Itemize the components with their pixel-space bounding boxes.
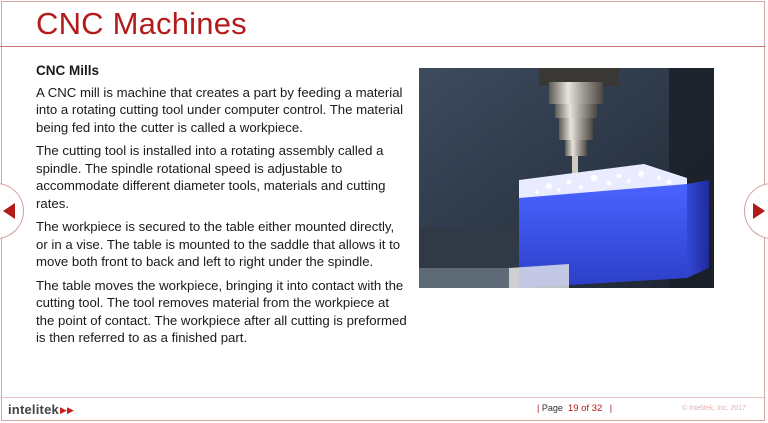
footer-divider: [0, 397, 766, 398]
slide-title: CNC Machines: [36, 6, 247, 41]
pager-separator-left: |: [537, 403, 540, 413]
triangle-right-icon: [753, 203, 765, 219]
page-indicator: [537, 403, 612, 414]
intelitek-logo: [8, 402, 74, 417]
logo-text: intelitek: [8, 402, 59, 417]
paragraph-1: A CNC mill is machine that creates a part by feeding a material into a rotating cutting tool under computer control. The material being fed into the cutter is called a workpiece.: [36, 84, 404, 135]
cnc-mill-photo: [419, 68, 714, 288]
section-subtitle: CNC Mills: [36, 63, 100, 78]
triangle-left-icon: [3, 203, 15, 219]
slide-content: [36, 58, 408, 353]
cnc-mill-illustration: [419, 68, 714, 288]
paragraph-4: The table moves the workpiece, bringing it into contact with the cutting tool. The tool removes material from the workpiece at the point of contact. The workpiece after all cutting is preformed is then referred to as a finished part.: [36, 277, 407, 345]
paragraph-3: The workpiece is secured to the table either mounted directly, or in a vise. The table is mounted to the saddle that allows it to move both front to back and left to right under the spindle.: [36, 219, 401, 269]
title-divider: [0, 46, 766, 47]
paragraph-2: The cutting tool is installed into a rotating assembly called a spindle. The spindle rotational speed is adjustable to accommodate different diameter tools, materials and cutting rates.: [36, 143, 386, 211]
copyright-notice: © Intelitek, Inc. 2017: [682, 405, 746, 412]
page-label: Page: [541, 403, 563, 413]
logo-arrows-icon: ▶▶: [59, 405, 75, 415]
pager-separator-right: |: [609, 403, 613, 413]
page-number: 19 of 32: [567, 403, 603, 414]
